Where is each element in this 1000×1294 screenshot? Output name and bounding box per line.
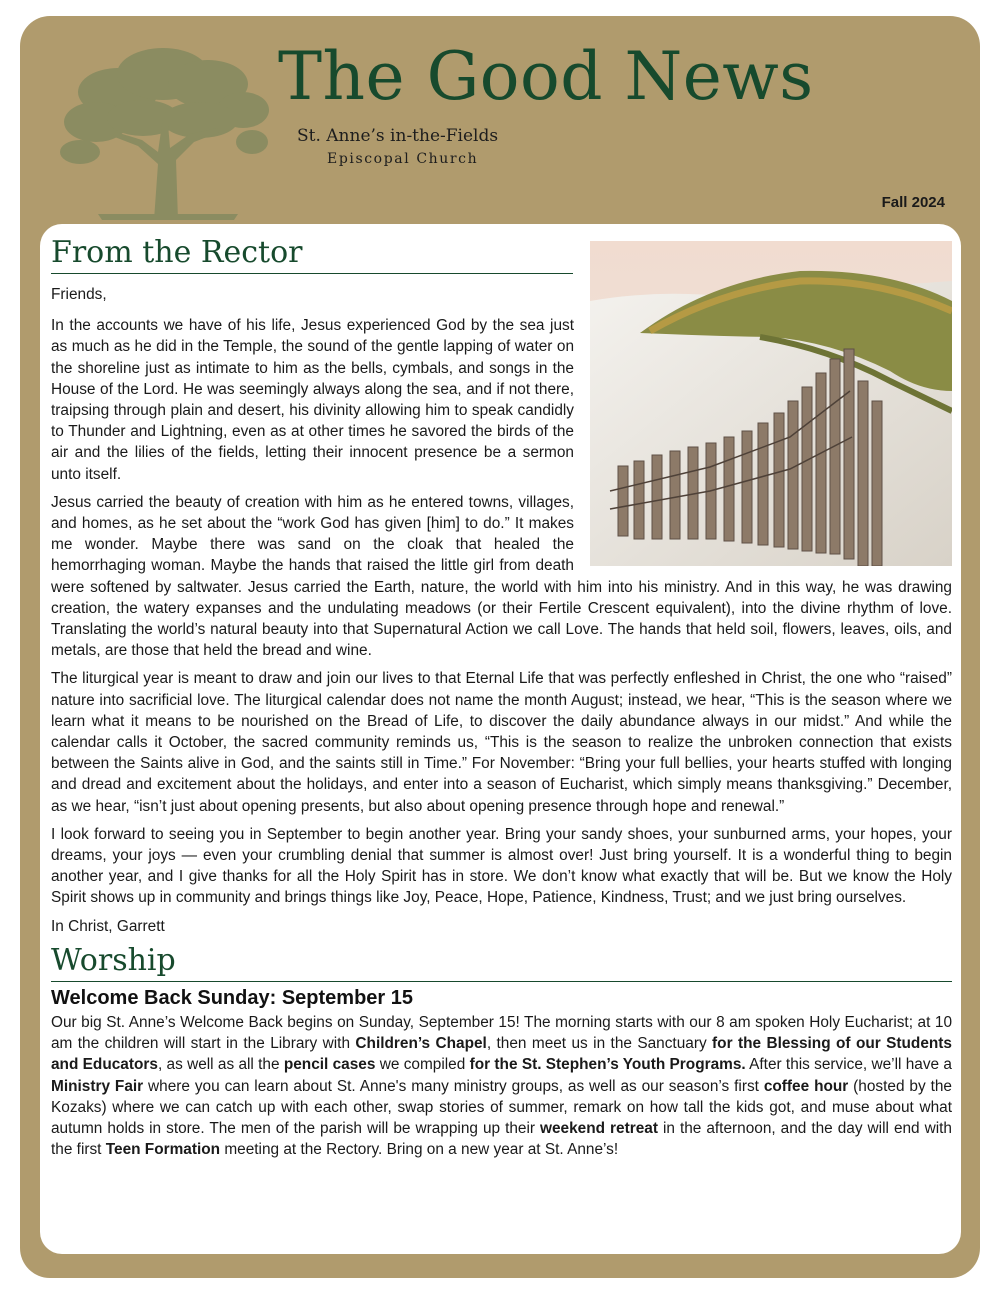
rector-heading: From the Rector [51, 233, 573, 274]
event-highlight: Children’s Chapel [355, 1035, 487, 1053]
worship-heading: Worship [51, 941, 952, 982]
church-name: St. Anne’s in-the-Fields [297, 126, 499, 146]
event-title: Welcome Back Sunday: September 15 [51, 986, 413, 1009]
rector-paragraph-4: I look forward to seeing you in September to begin another year. Bring your sandy shoes, your sunburned arms, your hopes, your dreams, your joys — even your crumbling denial that summer is almost over! Just bring yourself. It is a wonderful thing to begin another year, and I give thanks for all the Holy Spirit has in store. We don’t know what exactly that will be. But we know the Holy Spirit shows up in community and brings things like Joy, Peace, Hope, Patience, Kindness, Trust; and we just bring ourselves. [51, 825, 952, 907]
event-text: (hosted by the Kozaks) where we can catch up with each other, swap stories of summer, remark on how tall the kids got, and muse about what autumn holds in store. The men of the parish will be wrapping up their [51, 1077, 952, 1137]
event-text: we compiled [375, 1056, 470, 1074]
event-highlight: Teen Formation [105, 1141, 221, 1159]
greeting: Friends, [51, 286, 107, 303]
oak-tree-icon [58, 44, 273, 220]
event-highlight: for the Blessing of our Students and Educators [51, 1035, 952, 1074]
event-text: , as well as all the [157, 1056, 284, 1074]
rector-paragraph-1: In the accounts we have of his life, Jesus experienced God by the sea just as much as he did in the Temple, the sound of the gentle lapping of water on the shoreline just as intimate to him as the bells, cymbals, and songs in the House of the Lord. He was seemingly always along the sea, and if not there, traipsing through plain and desert, his divinity allowing him to speak candidly to Thunder and Lightning, even as at other times he savored the birds of the air and the lilies of the fields, letting their innocent presence be a sermon unto itself. [51, 317, 574, 483]
event-text: in the afternoon, and the day will end with the first [51, 1119, 952, 1159]
church-type: Episcopal Church [327, 151, 479, 167]
event-highlight: coffee hour [763, 1077, 849, 1095]
event-text: where you can learn about St. Anne's many ministry groups, as well as our season’s first [143, 1077, 764, 1095]
rector-paragraph-2: Jesus carried the beauty of creation with him as he entered towns, villages, and homes, as he set about the “work God has given [him] to do.” It makes me wonder. Maybe there was sand on the cloak that healed the hemorrhaging woman. Maybe the hands that raised the little girl from death were softened by saltwater. Jesus carried the Earth, nature, the world with him into his ministry. And in this way, he was drawing creation, the watery expanses and the undulating meadows (or their Fertile Crescent equivalent), into the divine rhythm of love. Translating the world’s natural beauty into that Supernatural Action we call Love. The hands that held soil, flowers, leaves, oils, and metals, are those that held the bread and wine. [51, 493, 952, 660]
event-highlight: Ministry Fair [51, 1077, 144, 1095]
event-text: Our big St. Anne’s Welcome Back begins on Sunday, September 15! The morning starts with our 8 am spoken Holy Eucharist; at 10 am the children will start in the Library with [51, 1013, 952, 1053]
event-description [51, 1012, 952, 1160]
event-highlight: weekend retreat [540, 1119, 658, 1137]
signoff: In Christ, Garrett [51, 917, 165, 935]
issue-date: Fall 2024 [881, 194, 945, 211]
newsletter-title: The Good News [278, 38, 814, 115]
event-highlight: for the St. Stephen’s Youth Programs. [469, 1056, 746, 1074]
event-text: After this service, we’ll have a [745, 1056, 952, 1074]
rector-paragraph-3: The liturgical year is meant to draw and join our lives to that Eternal Life that was perfectly enfleshed in Christ, the one who “raised” nature into sacrificial love. The liturgical calendar does not name the month August; instead, we hear, “This is the season where we learn what it means to be nourished on the Bread of Life, to discover the daily abundance always in our midst.” And while the calendar calls it October, the sacred community reminds us, “This is the season to realize the unbroken connection that exists between the Saints alive in God, and the saints still in Time.” For November: “Bring your full bellies, your hearts stuffed with longing and dread and excitement about the holidays, and enter into a season of Eucharist, which simply means thanksgiving.” December, as we hear, “isn’t just about opening presents, but also about opening presence through hope and renewal.” [51, 670, 952, 815]
event-text: meeting at the Rectory. Bring on a new year at St. Anne’s! [220, 1141, 619, 1159]
event-highlight: pencil cases [283, 1056, 376, 1074]
event-text: , then meet us in the Sanctuary [486, 1035, 713, 1053]
beach-dune-fence-image [590, 241, 952, 566]
newsletter-content [51, 233, 952, 1160]
